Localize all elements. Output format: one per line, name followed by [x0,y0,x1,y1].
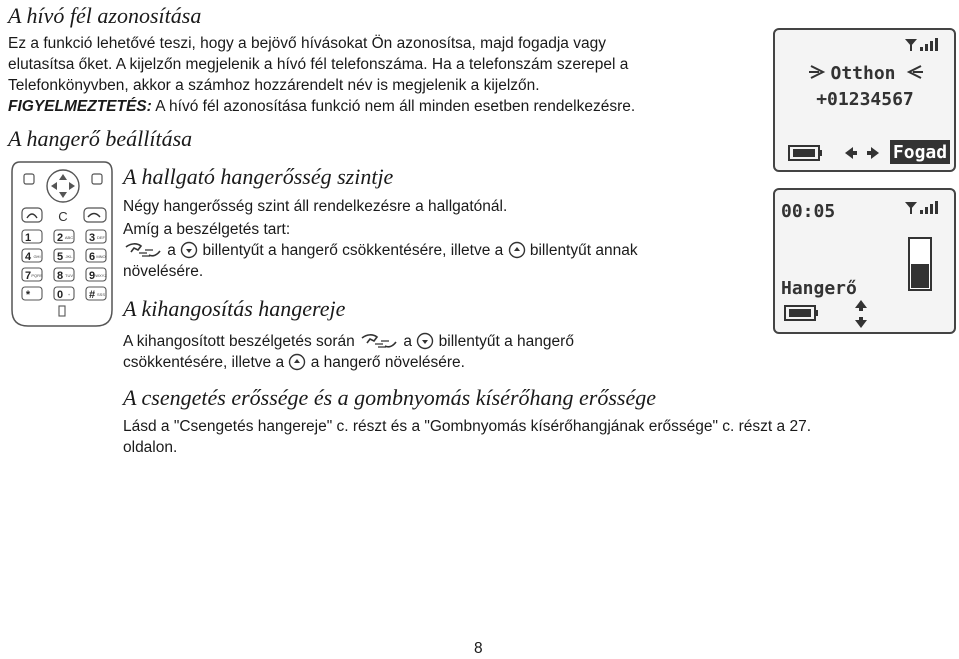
keypad-key [86,249,106,263]
key-digit: 9 [88,270,96,282]
paragraph-line: Ez a funkció lehetővé teszi, hogy a bejövő hívásokat Ön azonosítsa, majd fogadja vagy [8,35,606,52]
volume-up-key-icon [508,241,526,259]
lcd-incoming-call-screen [773,28,956,172]
warning-text: A hívó fél azonosítása funkció nem áll minden esetben rendelkezésre. [151,98,636,115]
section-heading-caller-id: A hívó fél azonosítása [8,3,202,28]
keypad-key [54,268,74,282]
key-digit: 6 [88,251,96,263]
lcd-volume-screen [773,188,956,334]
volume-level-fill [911,264,929,288]
microphone-icon [59,306,65,316]
keypad-key [22,287,42,301]
inline-text: a [163,242,181,259]
subheading-ringer-keytone-volume: A csengetés erőssége és a gombnyomás kísérőhang erőssége [123,385,656,410]
inline-text: billentyűt a hangerő csökkentésére, illetve a [198,242,508,259]
key-letters: + [67,292,71,297]
page-number: 8 [474,640,483,657]
subheading-handsfree-volume: A kihangosítás hangereje [123,296,346,321]
keypad-key [22,249,42,263]
inline-text: billentyűt annak [525,242,638,259]
key-letters: ABC [64,235,74,240]
paragraph-line: elutasítsa őket. A kijelzőn megjelenik a hívó fél telefonszáma. Ha a telefonszám szerepel a [8,56,629,73]
key-digit: 8 [56,270,64,282]
key-digit: 4 [24,251,32,263]
key-letters: JKL [65,254,73,259]
key-digit: 2 [56,232,64,244]
warning-label: FIGYELMEZTETÉS: [8,98,152,115]
keypad-grid [22,230,107,301]
key-digit: 0 [56,289,64,301]
volume-label: Hangerő [781,278,857,299]
keypad-key [86,287,106,301]
inline-text: a hangerő növelésére. [306,354,465,371]
volume-down-key-icon [416,332,434,350]
inline-text: a [399,333,417,350]
paragraph-line: Amíg a beszélgetés tart: [123,221,291,238]
handset-offhook-icon [123,241,163,259]
subheading-earpiece-volume: A hallgató hangerősség szintje [123,164,394,189]
caller-id-paragraph [8,33,768,117]
paragraph-line: oldalon. [123,439,178,456]
key-letters: WXYZ [95,273,107,278]
earpiece-volume-text [123,196,763,282]
key-letters: TUV [65,273,73,278]
key-letters: GHI [33,254,41,259]
paragraph-line [123,240,763,261]
section-heading-volume: A hangerő beállítása [8,126,193,151]
paragraph-line: növelésére. [123,263,204,280]
paragraph-line [123,331,763,352]
key-letters: PQRS [31,273,43,278]
paragraph-line: Négy hangerősség szint áll rendelkezésre a hallgatónál. [123,198,508,215]
keypad-key [54,287,74,301]
inline-text: A kihangosított beszélgetés során [123,333,360,350]
keypad-key [86,268,107,282]
handsfree-volume-text [123,331,763,373]
phonebook-key-icon [92,174,102,184]
key-digit: 7 [24,270,32,282]
keypad-key [86,230,106,244]
phone-keypad-illustration [8,160,116,328]
keypad-key [54,249,74,263]
key-digit: # [88,289,96,301]
key-digit: * [25,289,31,301]
volume-down-key-icon [180,241,198,259]
warning-note [8,96,768,117]
keypad-key [22,230,42,244]
handset-offhook-icon [359,332,399,350]
call-timer: 00:05 [781,201,836,222]
caller-name: Otthon [830,63,896,84]
key-digit: 1 [24,232,32,244]
keypad-key [54,230,74,244]
keypad-key [22,268,43,282]
key-letters: MNO [96,254,106,259]
menu-key-icon [24,174,34,184]
ringer-volume-text [123,416,953,458]
paragraph-line: Lásd a "Csengetés hangereje" c. részt és a "Gombnyomás kísérőhangjának erőssége" c. részt a 27. [123,418,812,435]
clear-key-label: C [58,209,68,224]
key-digit: 3 [88,232,96,244]
key-digit: 5 [56,251,64,263]
key-letters: SSS [96,292,106,297]
paragraph-line [123,352,763,373]
volume-up-key-icon [288,353,306,371]
key-letters: DEF [97,235,105,240]
paragraph-line: Telefonkönyvben, akkor a számhoz hozzárendelt név is megjelenik a kijelzőn. [8,77,540,94]
end-key-icon [84,208,106,222]
caller-number: +01234567 [816,89,914,110]
inline-text: billentyűt a hangerő [434,333,574,350]
call-key-icon [22,208,42,222]
inline-text: csökkentésére, illetve a [123,354,289,371]
answer-softkey-label: Fogad [892,142,948,163]
